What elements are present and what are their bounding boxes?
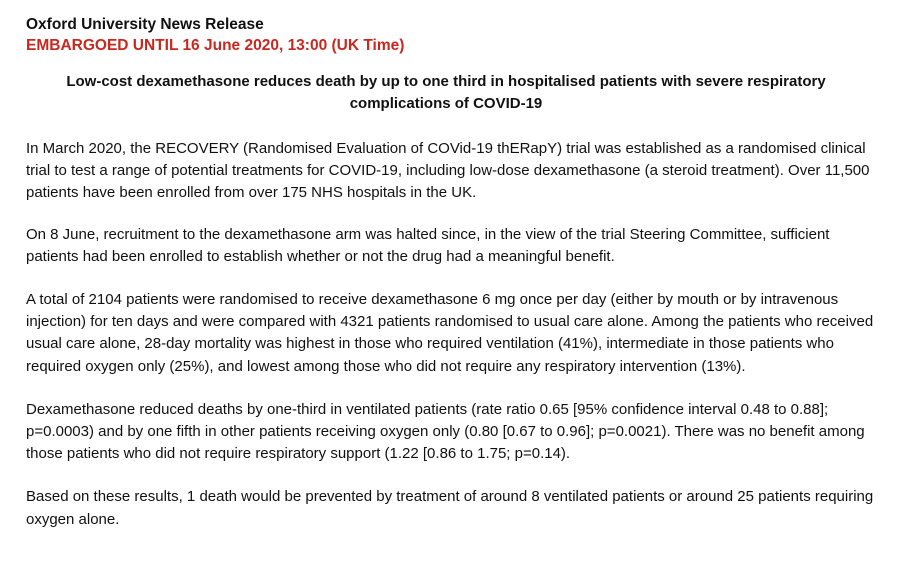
paragraph-conclusion: Based on these results, 1 death would be prevented by treatment of around 8 ventilated patients or around 25 patients requiring oxygen alone. [26,488,874,528]
paragraph-patient-groups: A total of 2104 patients were randomised to receive dexamethasone 6 mg once per day (either by mouth or by intravenous injection) for ten days and were compared with 4321 patients randomised to usual care alone. Among the patients who received usual care alone, 28-day mortality was highest in those who required ventilation (41%), intermediate in those patients who required oxygen only (25%), and lowest among those who did not require any respiratory intervention (13%). [26,291,874,375]
organization-title: Oxford University News Release [26,16,264,33]
embargo-notice: EMBARGOED UNTIL 16 June 2020, 13:00 (UK Time) [26,37,405,54]
paragraph-recruitment-halted: On 8 June, recruitment to the dexamethasone arm was halted since, in the view of the trial Steering Committee, sufficient patients had been enrolled to establish whether or not the drug had a meaningful benefit. [26,225,830,265]
paragraph-results: Dexamethasone reduced deaths by one-third in ventilated patients (rate ratio 0.65 [95% confidence interval 0.48 to 0.88]; p=0.0003) and by one fifth in other patients receiving oxygen only (0.80 [0.67 to 0.96]; p=0.0021). There was no benefit among those patients who did not require respiratory support (1.22 [0.86 to 1.75; p=0.14). [26,400,865,463]
paragraph-trial-background: In March 2020, the RECOVERY (Randomised Evaluation of COVid-19 thERapY) trial was established as a randomised clinical trial to test a range of potential treatments for COVID-19, including low-dose dexamethasone (a steroid treatment). Over 11,500 patients have been enrolled from over 175 NHS hospitals in the UK. [26,140,870,202]
press-release [26,14,886,531]
release-headline: Low-cost dexamethasone reduces death by up to one third in hospitalised patients with severe respiratory complications of COVID-19 [66,73,826,112]
